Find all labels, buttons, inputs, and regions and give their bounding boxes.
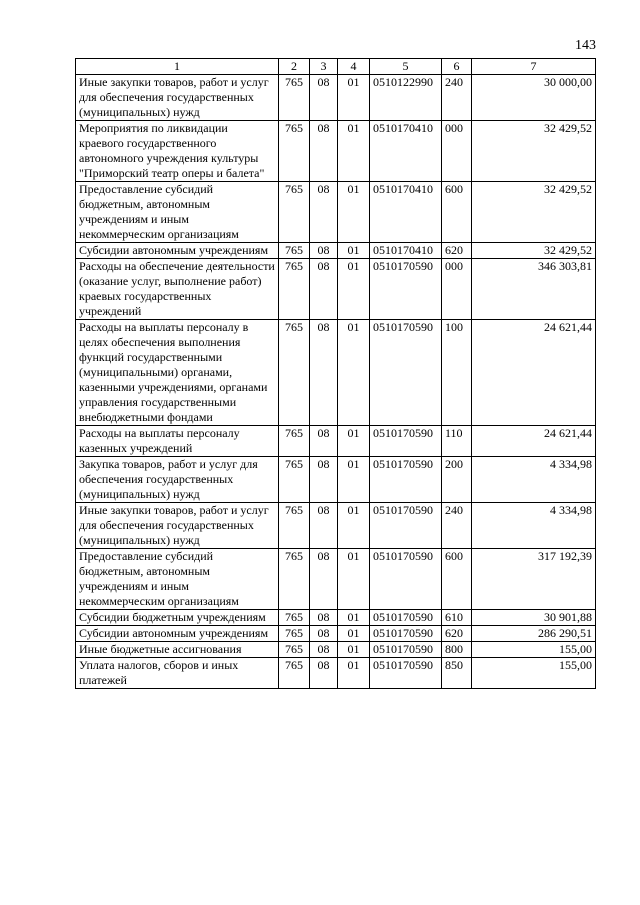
row-name-cell: Субсидии автономным учреждениям [76,243,279,259]
row-section-cell: 08 [310,610,338,626]
row-section-cell: 08 [310,626,338,642]
row-amount-cell: 155,00 [472,658,596,689]
table-row [76,259,596,320]
row-amount-cell: 155,00 [472,642,596,658]
row-name-cell: Предоставление субсидий бюджетным, автономным учреждениям и иным некоммерческим организациям [76,182,279,243]
row-subsection-cell: 01 [338,658,370,689]
row-target-cell: 0510170410 [370,121,442,182]
row-name-cell: Закупка товаров, работ и услуг для обеспечения государственных (муниципальных) нужд [76,457,279,503]
table-row [76,658,596,689]
column-header: 2 [279,59,310,75]
row-section-cell: 08 [310,121,338,182]
row-amount-cell: 32 429,52 [472,182,596,243]
row-section-cell: 08 [310,658,338,689]
row-type-cell: 850 [442,658,472,689]
row-type-cell: 100 [442,320,472,426]
row-type-cell: 620 [442,243,472,259]
row-subsection-cell: 01 [338,75,370,121]
column-header: 7 [472,59,596,75]
row-amount-cell: 286 290,51 [472,626,596,642]
table-row [76,121,596,182]
table-row [76,320,596,426]
column-header: 5 [370,59,442,75]
row-code-cell: 765 [279,320,310,426]
row-name-cell: Мероприятия по ликвидации краевого государственного автономного учреждения культуры "Приморский театр оперы и балета" [76,121,279,182]
row-subsection-cell: 01 [338,610,370,626]
row-amount-cell: 317 192,39 [472,549,596,610]
row-subsection-cell: 01 [338,243,370,259]
row-subsection-cell: 01 [338,320,370,426]
row-name-cell: Иные закупки товаров, работ и услуг для обеспечения государственных (муниципальных) нужд [76,503,279,549]
table-row [76,626,596,642]
row-name-cell: Расходы на обеспечение деятельности (оказание услуг, выполнение работ) краевых государственных учреждений [76,259,279,320]
row-subsection-cell: 01 [338,642,370,658]
row-type-cell: 110 [442,426,472,457]
row-name-cell: Расходы на выплаты персоналу в целях обеспечения выполнения функций государственными (муниципальными) органами, казенными учреждениями, органами управления государственными внебюджетными фондами [76,320,279,426]
row-name-cell: Предоставление субсидий бюджетным, автономным учреждениям и иным некоммерческим организациям [76,549,279,610]
row-amount-cell: 4 334,98 [472,457,596,503]
column-header: 6 [442,59,472,75]
row-section-cell: 08 [310,642,338,658]
row-section-cell: 08 [310,75,338,121]
column-header: 3 [310,59,338,75]
row-type-cell: 200 [442,457,472,503]
row-name-cell: Иные закупки товаров, работ и услуг для обеспечения государственных (муниципальных) нужд [76,75,279,121]
row-name-cell: Субсидии автономным учреждениям [76,626,279,642]
row-code-cell: 765 [279,426,310,457]
row-type-cell: 600 [442,549,472,610]
row-target-cell: 0510170590 [370,610,442,626]
table-row [76,503,596,549]
row-section-cell: 08 [310,182,338,243]
row-name-cell: Уплата налогов, сборов и иных платежей [76,658,279,689]
row-section-cell: 08 [310,259,338,320]
page-number: 143 [575,38,596,53]
row-type-cell: 000 [442,121,472,182]
row-subsection-cell: 01 [338,182,370,243]
row-amount-cell: 32 429,52 [472,243,596,259]
row-name-cell: Иные бюджетные ассигнования [76,642,279,658]
table-row [76,549,596,610]
row-code-cell: 765 [279,658,310,689]
table-row [76,457,596,503]
row-section-cell: 08 [310,320,338,426]
row-type-cell: 240 [442,503,472,549]
row-section-cell: 08 [310,457,338,503]
row-type-cell: 610 [442,610,472,626]
row-code-cell: 765 [279,75,310,121]
row-name-cell: Расходы на выплаты персоналу казенных учреждений [76,426,279,457]
row-target-cell: 0510170590 [370,320,442,426]
row-target-cell: 0510170410 [370,243,442,259]
row-subsection-cell: 01 [338,121,370,182]
row-code-cell: 765 [279,182,310,243]
row-type-cell: 800 [442,642,472,658]
row-subsection-cell: 01 [338,503,370,549]
table-row [76,243,596,259]
row-amount-cell: 32 429,52 [472,121,596,182]
table-row [76,610,596,626]
column-header: 1 [76,59,279,75]
table-row [76,426,596,457]
row-type-cell: 600 [442,182,472,243]
row-section-cell: 08 [310,426,338,457]
row-code-cell: 765 [279,121,310,182]
row-amount-cell: 24 621,44 [472,426,596,457]
row-subsection-cell: 01 [338,549,370,610]
row-section-cell: 08 [310,243,338,259]
row-amount-cell: 4 334,98 [472,503,596,549]
row-code-cell: 765 [279,259,310,320]
row-target-cell: 0510170590 [370,626,442,642]
row-code-cell: 765 [279,642,310,658]
row-code-cell: 765 [279,610,310,626]
row-type-cell: 240 [442,75,472,121]
table-row [76,182,596,243]
row-subsection-cell: 01 [338,626,370,642]
row-section-cell: 08 [310,503,338,549]
row-target-cell: 0510170590 [370,259,442,320]
row-code-cell: 765 [279,626,310,642]
row-code-cell: 765 [279,243,310,259]
table-row [76,75,596,121]
row-subsection-cell: 01 [338,426,370,457]
row-amount-cell: 24 621,44 [472,320,596,426]
row-code-cell: 765 [279,549,310,610]
column-header: 4 [338,59,370,75]
row-type-cell: 620 [442,626,472,642]
row-amount-cell: 30 000,00 [472,75,596,121]
row-amount-cell: 30 901,88 [472,610,596,626]
table-body [76,75,596,689]
row-target-cell: 0510170590 [370,549,442,610]
row-target-cell: 0510170590 [370,457,442,503]
row-target-cell: 0510170590 [370,658,442,689]
row-target-cell: 0510170590 [370,426,442,457]
row-target-cell: 0510170590 [370,503,442,549]
row-target-cell: 0510170590 [370,642,442,658]
row-code-cell: 765 [279,457,310,503]
row-subsection-cell: 01 [338,259,370,320]
row-subsection-cell: 01 [338,457,370,503]
row-type-cell: 000 [442,259,472,320]
table-header-row [76,59,596,75]
row-target-cell: 0510170410 [370,182,442,243]
row-name-cell: Субсидии бюджетным учреждениям [76,610,279,626]
table-row [76,642,596,658]
row-target-cell: 0510122990 [370,75,442,121]
row-amount-cell: 346 303,81 [472,259,596,320]
row-section-cell: 08 [310,549,338,610]
budget-table [75,58,596,689]
row-code-cell: 765 [279,503,310,549]
